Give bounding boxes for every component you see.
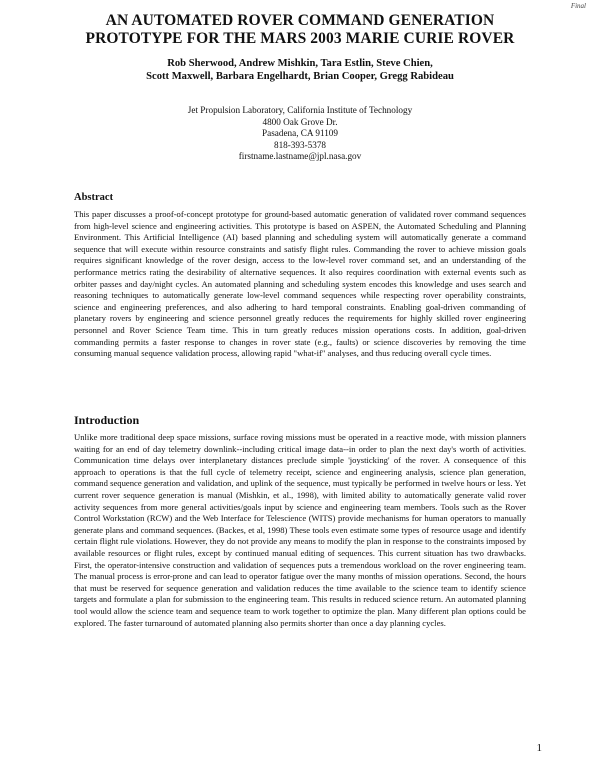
abstract-text: This paper discusses a proof-of-concept prototype for ground-based automatic generation of validated rover command sequences from high-level science and engineering activities. This prototype is based on ASPEN, the Automated Scheduling and Planning Environment. This Artificial Intelligence (AI) based planning and scheduling system will automatically generate a command sequence that will execute within resource constraints and satisfy flight rules. Commanding the rover to achieve mission goals requires significant knowledge of the rover design, access to the low-level rover command set, and an understanding of the performance metrics rating the desirability of alternative sequences. It also requires coordination with external events such as orbiter passes and day/night cycles. An automated planning and scheduling system encodes this knowledge and uses search and reasoning techniques to automatically generate low-level command sequences while respecting rover operability constraints, science and engineering preferences, and also adhering to hard temporal constraints. Enabling goal-driven commanding of planetary rovers by engineering and science personnel greatly reduces the requirements for highly skilled rover engineering personnel and Rover Science Team time. This in turn greatly reduces mission operations costs. In addition, goal-driven commanding permits a faster response to changes in rover state (e.g., faults) or science discoveries by removing the time consuming manual sequence validation process, allowing rapid "what-if" analyses, and thus reducing overall cycle times. (74, 209, 526, 359)
affiliation-city: Pasadena, CA 91109 (262, 128, 338, 138)
authors-line-2: Scott Maxwell, Barbara Engelhardt, Brian Cooper, Gregg Rabideau (146, 70, 454, 82)
title-line-2: PROTOTYPE FOR THE MARS 2003 MARIE CURIE ROVER (85, 30, 515, 47)
affiliation-block (80, 105, 520, 163)
introduction-heading: Introduction (74, 413, 140, 427)
page-number: 1 (536, 742, 542, 754)
corner-handwritten-mark: Final (570, 2, 586, 10)
authors-line-1: Rob Sherwood, Andrew Mishkin, Tara Estlin, Steve Chien, (167, 58, 433, 69)
abstract-heading: Abstract (74, 192, 114, 203)
author-list (40, 58, 560, 83)
affiliation-street: 4800 Oak Grove Dr. (262, 116, 338, 127)
affiliation-phone: 818-393-5378 (273, 139, 327, 150)
affiliation-institution: Jet Propulsion Laboratory, California Institute of Technology (187, 105, 413, 115)
title-line-1: AN AUTOMATED ROVER COMMAND GENERATION (105, 12, 495, 29)
paper-title (40, 12, 560, 48)
affiliation-email: firstname.lastname@jpl.nasa.gov (238, 151, 362, 161)
introduction-text: Unlike more traditional deep space missions, surface roving missions must be operated in a reactive mode, with mission planners waiting for an end of day telemetry downlink--including critical image data--in order to plan the next day's worth of activities. Communication time delays over interplanetary distances preclude simple 'joysticking' of the rover. A consequence of this approach to operations is that the full cycle of telemetry receipt, science and engineering analysis, science plan generation, command sequence generation and validation, and uplink of the sequence, must typically be performed in twelve hours or less. Yet current rover sequence generation is manual (Mishkin, et al., 1998), with limited ability to automatically generate valid rover activity sequences from more general activities/goals input by science and engineering team members. Tools such as the Rover Control Workstation (RCW) and the Web Interface for Telescience (WITS) provide mechanisms for human operators to manually generate plans and command sequences. (Backes, et al, 1998) These tools even estimate some types of resource usage and identify certain flight rule violations. However, they do not provide any means to modify the plan in response to the constraints imposed by available resources or flight rules, except by continued manual editing of sequences. This current situation has two drawbacks. First, the operator-intensive construction and validation of sequences puts a tremendous workload on the rover engineering team. The manual process is error-prone and can lead to operator fatigue over the many months of mission operations. Second, the hours that must be reserved for sequence generation and validation reduces the time available to the science team to identify science targets and formulate a plan for submission to the engineering team. This results in reduced science return. An automated planning tool would allow the science team and sequence team to work together to optimize the plan. Many different plan options could be explored. The faster turnaround of automated planning also permits shorter than once a day planning cycles. (74, 432, 526, 628)
